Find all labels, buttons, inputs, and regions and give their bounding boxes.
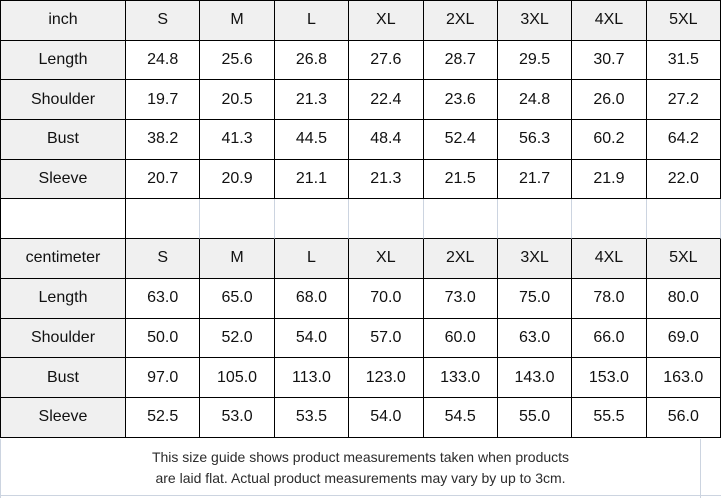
value-cell: 143.0 xyxy=(498,358,572,398)
value-cell: 41.3 xyxy=(200,120,274,160)
measure-label-cell: Shoulder xyxy=(1,319,126,359)
value-cell: 80.0 xyxy=(647,279,721,319)
spacer-cell xyxy=(424,199,498,239)
value-cell: 60.0 xyxy=(424,319,498,359)
value-cell: 133.0 xyxy=(424,358,498,398)
value-cell: 24.8 xyxy=(126,41,200,81)
spacer-cell xyxy=(572,199,646,239)
value-cell: 105.0 xyxy=(200,358,274,398)
value-cell: 64.2 xyxy=(647,120,721,160)
size-header-row xyxy=(1,239,721,279)
measurement-row xyxy=(1,41,721,81)
value-cell: 21.3 xyxy=(349,160,423,200)
size-header-cell: M xyxy=(200,239,274,279)
spacer-cell xyxy=(200,199,274,239)
value-cell: 52.0 xyxy=(200,319,274,359)
value-cell: 22.0 xyxy=(647,160,721,200)
size-header-cell: L xyxy=(275,1,349,41)
value-cell: 23.6 xyxy=(424,80,498,120)
value-cell: 56.3 xyxy=(498,120,572,160)
size-header-cell: 5XL xyxy=(647,1,721,41)
value-cell: 52.4 xyxy=(424,120,498,160)
value-cell: 19.7 xyxy=(126,80,200,120)
measure-label-cell: Bust xyxy=(1,120,126,160)
value-cell: 123.0 xyxy=(349,358,423,398)
value-cell: 78.0 xyxy=(572,279,646,319)
value-cell: 113.0 xyxy=(275,358,349,398)
spacer-cell xyxy=(647,199,721,239)
spacer-cell xyxy=(1,199,126,239)
sheet-gridline-right xyxy=(700,439,701,498)
value-cell: 25.6 xyxy=(200,41,274,81)
measurement-row xyxy=(1,358,721,398)
measurement-row xyxy=(1,279,721,319)
spacer-cell xyxy=(349,199,423,239)
measure-label-cell: Shoulder xyxy=(1,80,126,120)
value-cell: 52.5 xyxy=(126,398,200,438)
value-cell: 66.0 xyxy=(572,319,646,359)
value-cell: 69.0 xyxy=(647,319,721,359)
value-cell: 54.0 xyxy=(275,319,349,359)
value-cell: 54.5 xyxy=(424,398,498,438)
value-cell: 68.0 xyxy=(275,279,349,319)
value-cell: 163.0 xyxy=(647,358,721,398)
measurement-row xyxy=(1,120,721,160)
value-cell: 20.5 xyxy=(200,80,274,120)
value-cell: 70.0 xyxy=(349,279,423,319)
value-cell: 26.8 xyxy=(275,41,349,81)
value-cell: 63.0 xyxy=(126,279,200,319)
value-cell: 73.0 xyxy=(424,279,498,319)
value-cell: 56.0 xyxy=(647,398,721,438)
measurement-row xyxy=(1,319,721,359)
size-header-row xyxy=(1,1,721,41)
value-cell: 31.5 xyxy=(647,41,721,81)
value-cell: 21.7 xyxy=(498,160,572,200)
size-header-cell: 3XL xyxy=(498,239,572,279)
size-header-cell: 4XL xyxy=(572,1,646,41)
spacer-cell xyxy=(275,199,349,239)
size-header-cell: 2XL xyxy=(424,1,498,41)
value-cell: 20.9 xyxy=(200,160,274,200)
value-cell: 60.2 xyxy=(572,120,646,160)
value-cell: 55.0 xyxy=(498,398,572,438)
spacer-cell xyxy=(498,199,572,239)
value-cell: 55.5 xyxy=(572,398,646,438)
value-cell: 63.0 xyxy=(498,319,572,359)
spacer-row xyxy=(1,199,721,239)
size-header-cell: XL xyxy=(349,1,423,41)
value-cell: 57.0 xyxy=(349,319,423,359)
value-cell: 38.2 xyxy=(126,120,200,160)
value-cell: 29.5 xyxy=(498,41,572,81)
value-cell: 48.4 xyxy=(349,120,423,160)
sheet-gridline-bottom xyxy=(0,495,721,496)
value-cell: 21.9 xyxy=(572,160,646,200)
size-header-cell: S xyxy=(126,239,200,279)
value-cell: 22.4 xyxy=(349,80,423,120)
size-header-cell: 2XL xyxy=(424,239,498,279)
value-cell: 26.0 xyxy=(572,80,646,120)
measure-label-cell: Bust xyxy=(1,358,126,398)
sheet-gridline-left xyxy=(0,439,1,498)
value-cell: 21.1 xyxy=(275,160,349,200)
value-cell: 27.2 xyxy=(647,80,721,120)
value-cell: 20.7 xyxy=(126,160,200,200)
measurement-row xyxy=(1,80,721,120)
value-cell: 97.0 xyxy=(126,358,200,398)
spacer-cell xyxy=(126,199,200,239)
measure-label-cell: Sleeve xyxy=(1,398,126,438)
size-header-cell: 3XL xyxy=(498,1,572,41)
value-cell: 30.7 xyxy=(572,41,646,81)
measurement-row xyxy=(1,160,721,200)
measure-label-cell: Length xyxy=(1,41,126,81)
size-header-cell: 5XL xyxy=(647,239,721,279)
measure-label-cell: Sleeve xyxy=(1,160,126,200)
value-cell: 28.7 xyxy=(424,41,498,81)
value-cell: 75.0 xyxy=(498,279,572,319)
measurement-row xyxy=(1,398,721,438)
value-cell: 44.5 xyxy=(275,120,349,160)
value-cell: 21.3 xyxy=(275,80,349,120)
size-guide-note-line1: This size guide shows product measurements taken when products xyxy=(151,449,570,465)
measure-label-cell: Length xyxy=(1,279,126,319)
unit-header-cell: inch xyxy=(1,1,126,41)
size-guide-note xyxy=(0,447,721,489)
value-cell: 54.0 xyxy=(349,398,423,438)
value-cell: 153.0 xyxy=(572,358,646,398)
unit-header-cell: centimeter xyxy=(1,239,126,279)
size-header-cell: L xyxy=(275,239,349,279)
value-cell: 27.6 xyxy=(349,41,423,81)
value-cell: 65.0 xyxy=(200,279,274,319)
value-cell: 21.5 xyxy=(424,160,498,200)
size-header-cell: 4XL xyxy=(572,239,646,279)
value-cell: 53.0 xyxy=(200,398,274,438)
size-header-cell: S xyxy=(126,1,200,41)
size-header-cell: M xyxy=(200,1,274,41)
value-cell: 24.8 xyxy=(498,80,572,120)
size-guide-note-line2: are laid flat. Actual product measurements may vary by up to 3cm. xyxy=(155,470,566,486)
value-cell: 53.5 xyxy=(275,398,349,438)
size-header-cell: XL xyxy=(349,239,423,279)
value-cell: 50.0 xyxy=(126,319,200,359)
